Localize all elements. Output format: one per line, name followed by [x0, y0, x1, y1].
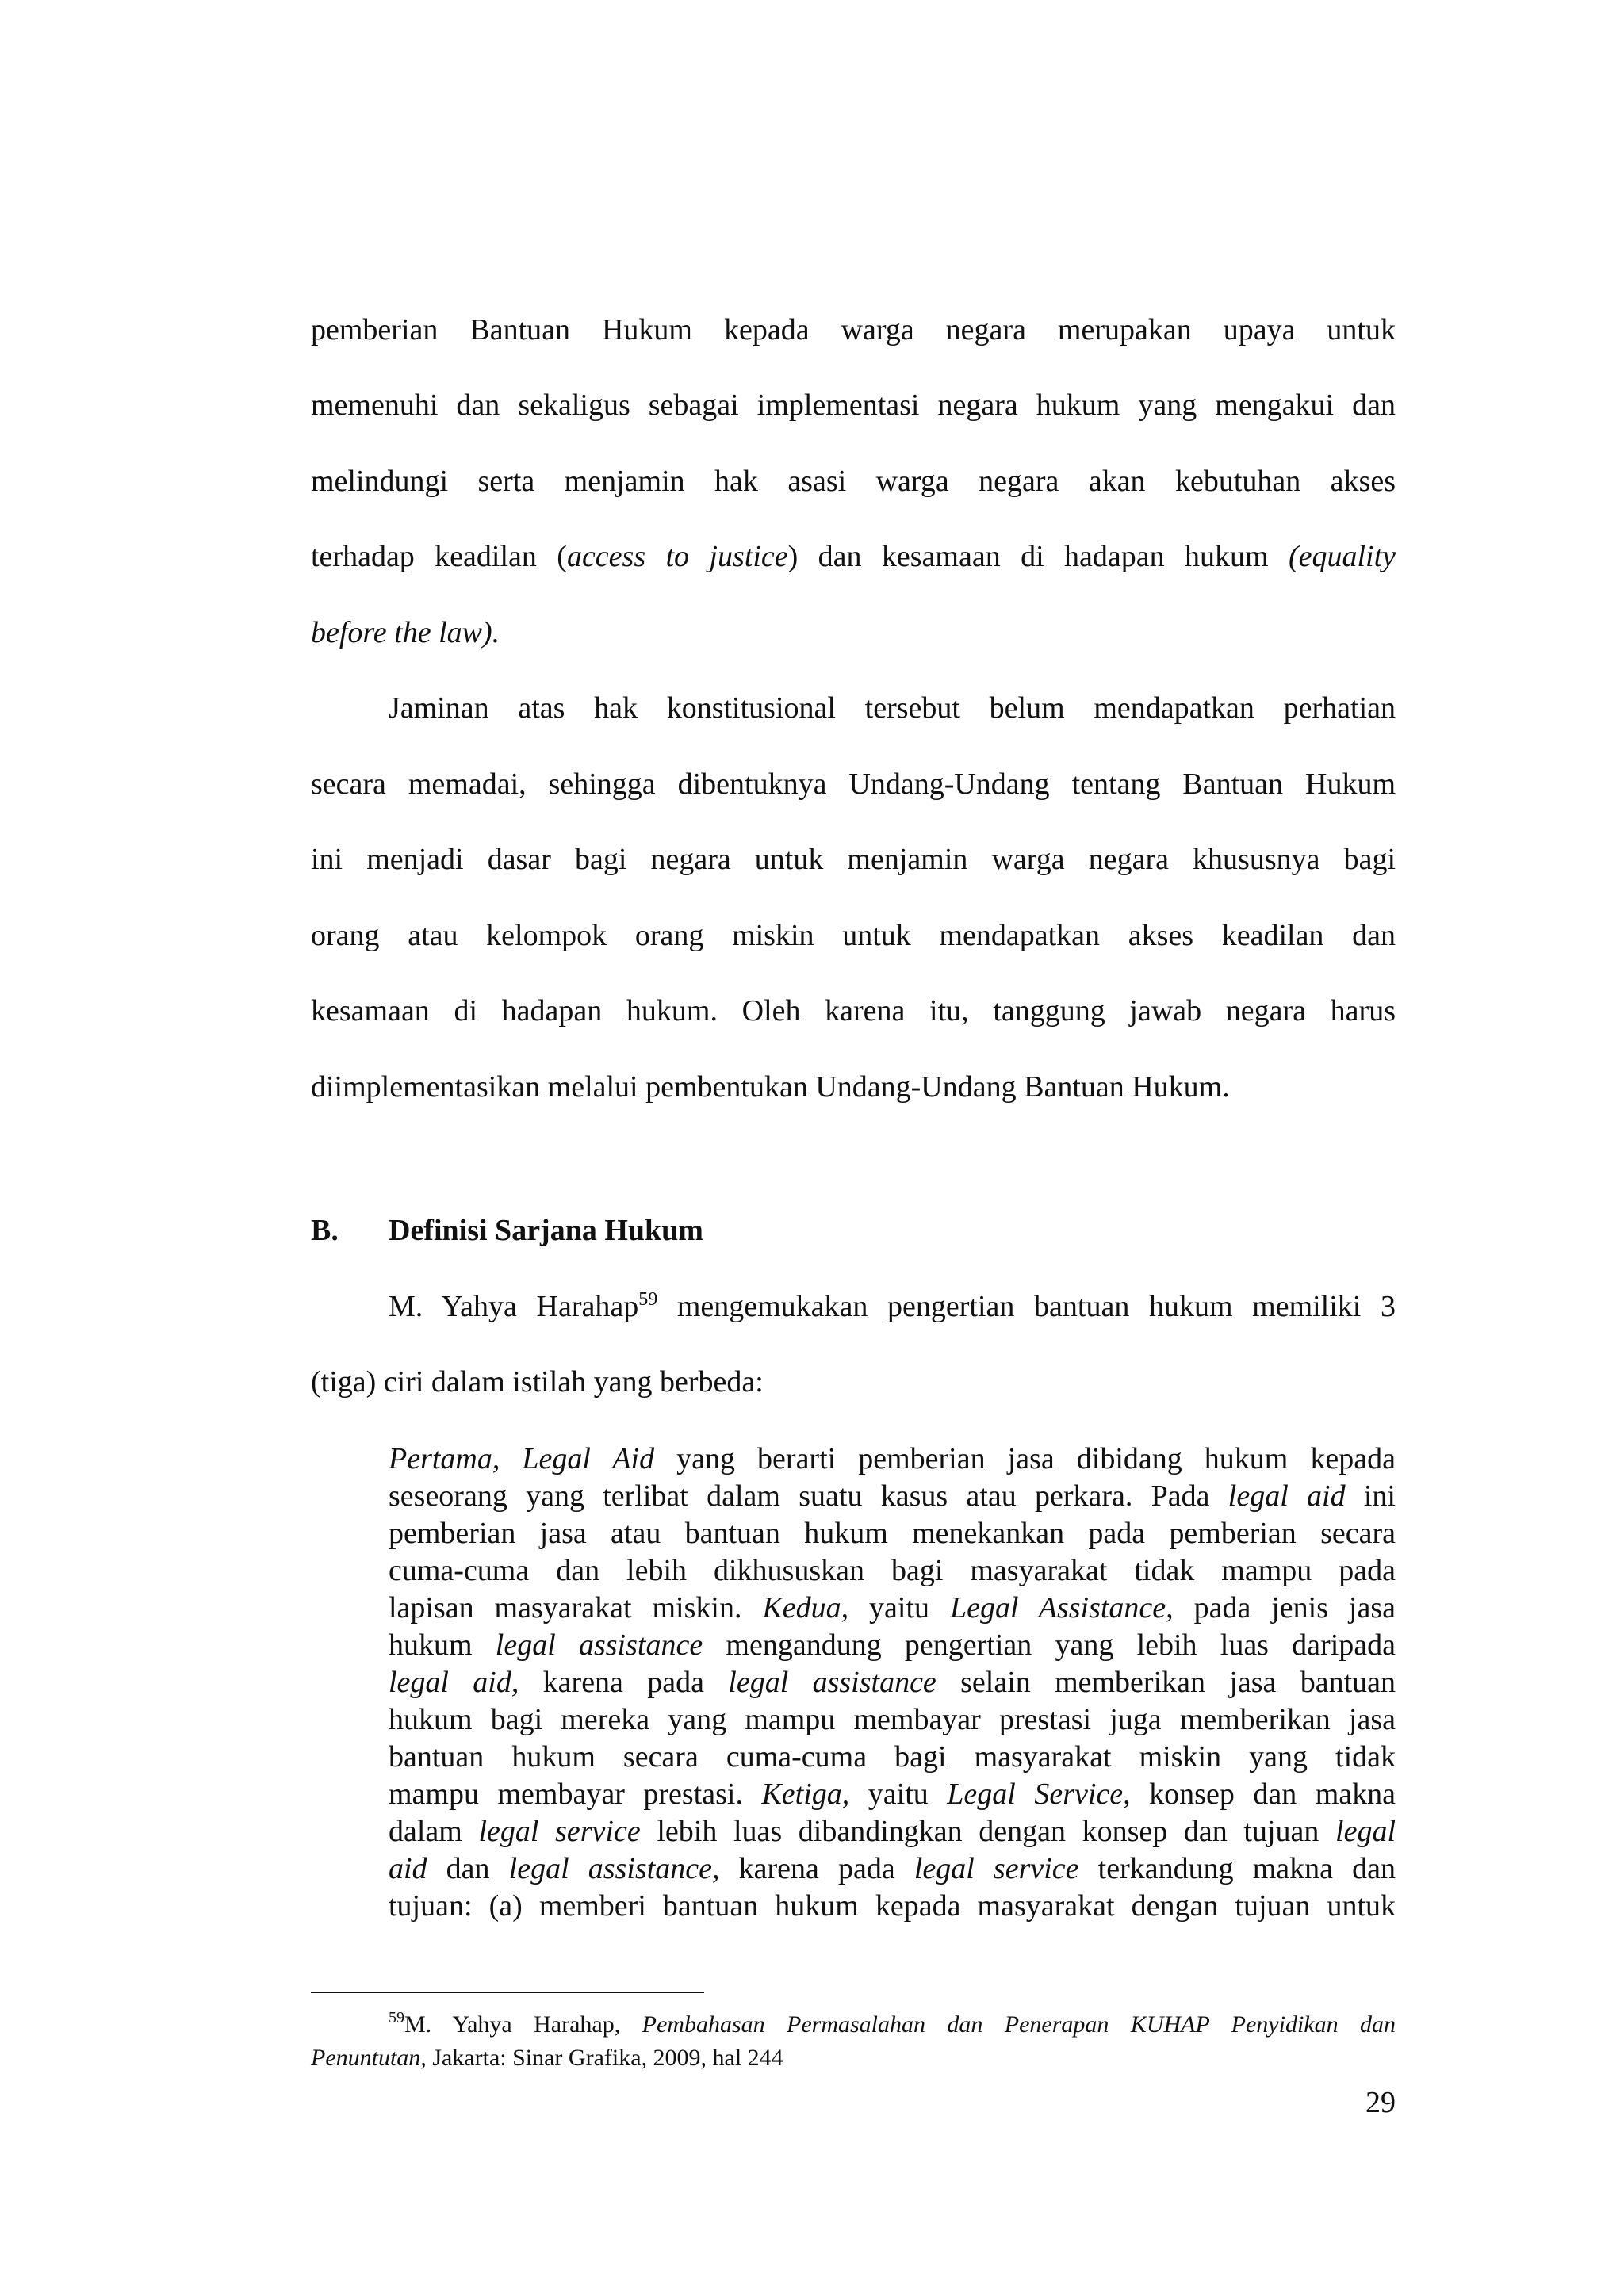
quote-line [389, 1777, 1396, 1812]
italic-term: Pertama, Legal Aid [389, 1442, 655, 1475]
quote-line [389, 1851, 1396, 1886]
text-line: Jaminan atas hak konstitusional tersebut belum mendapatkan perhatian [389, 691, 1396, 725]
text-run: M. Yahya Harahap [389, 1290, 639, 1323]
text-run: yang berarti pemberian jasa dibidang hukum kepada [654, 1442, 1396, 1475]
italic-term: Legal Assistance, [949, 1591, 1174, 1624]
text-run: konsep dan makna [1130, 1777, 1396, 1811]
text-line [311, 614, 1396, 652]
text-run: seseorang yang terlibat dalam suatu kasus atau perkara. Pada [389, 1479, 1228, 1513]
page-number: 29 [1365, 2086, 1396, 2119]
italic-title: Penuntutan, [311, 2045, 427, 2071]
text-run: yaitu [848, 1591, 950, 1624]
text-run: M. Yahya Harahap, [404, 2011, 642, 2038]
quote-line [389, 1590, 1396, 1625]
quote-line [389, 1628, 1396, 1663]
text-run: ini [1345, 1479, 1396, 1513]
text-run: lebih luas dibandingkan dengan konsep dan tujuan [640, 1815, 1336, 1848]
footnote-number: 59 [389, 2009, 404, 2026]
text-run: mampu membayar prestasi. [389, 1777, 762, 1811]
text-run: mengandung pengertian yang lebih luas daripada [703, 1628, 1396, 1662]
text-line: (tiga) ciri dalam istilah yang berbeda: [311, 1365, 764, 1399]
text-line [311, 538, 1396, 576]
text-run: ) dan kesamaan di hadapan hukum [787, 540, 1289, 573]
text-run: karena pada [519, 1666, 729, 1699]
italic-term: legal aid [1228, 1479, 1346, 1513]
footnote-line [311, 2043, 1396, 2073]
quote-line: tujuan: (a) memberi bantuan hukum kepada masyarakat dengan tujuan untuk [389, 1889, 1396, 1923]
quote-line: hukum bagi mereka yang mampu membayar prestasi juga memberikan jasa [389, 1703, 1396, 1736]
italic-term: Legal Service, [947, 1777, 1131, 1811]
text-line: secara memadai, sehingga dibentuknya Undang-Undang tentang Bantuan Hukum [311, 767, 1396, 801]
text-run: terkandung makna dan [1078, 1852, 1396, 1885]
quote-line: cuma-cuma dan lebih dikhususkan bagi masyarakat tidak mampu pada [389, 1554, 1396, 1587]
text-run: mengemukakan pengertian bantuan hukum memiliki 3 [657, 1290, 1396, 1323]
italic-term: legal [1335, 1815, 1396, 1848]
text-line: memenuhi dan sekaligus sebagai implementasi negara hukum yang mengakui dan [311, 388, 1396, 422]
text-run: selain memberikan jasa bantuan [936, 1666, 1396, 1699]
text-run: karena pada [719, 1852, 914, 1885]
quote-line [389, 1479, 1396, 1513]
italic-term: legal assistance [495, 1628, 703, 1662]
italic-term: access to justice [566, 540, 788, 573]
text-run: dalam [389, 1815, 479, 1848]
text-run: hukum [389, 1628, 496, 1662]
text-line: melindungi serta menjamin hak asasi warga negara akan kebutuhan akses [311, 465, 1396, 498]
italic-title: Pembahasan Permasalahan dan Penerapan KUHAP Penyidikan dan [642, 2011, 1396, 2038]
text-run: pada jenis jasa [1173, 1591, 1396, 1624]
section-heading [311, 1211, 703, 1249]
italic-term: legal aid, [389, 1666, 519, 1699]
italic-term: Ketiga, [761, 1777, 850, 1811]
footnote-line [311, 2010, 1396, 2040]
italic-term: aid [389, 1852, 427, 1885]
italic-term: before the law). [311, 616, 500, 649]
section-title: Definisi Sarjana Hukum [389, 1214, 703, 1247]
footnote-separator [311, 1992, 704, 1993]
italic-term: Kedua, [762, 1591, 849, 1624]
italic-term: legal assistance, [508, 1852, 720, 1885]
text-run: dan [427, 1852, 509, 1885]
text-run: Jakarta: Sinar Grafika, 2009, hal 244 [426, 2045, 783, 2071]
text-run: terhadap keadilan ( [311, 540, 567, 573]
quote-line [389, 1665, 1396, 1700]
italic-term: legal service [914, 1852, 1079, 1885]
text-line: orang atau kelompok orang miskin untuk mendapatkan akses keadilan dan [311, 919, 1396, 952]
quote-line: bantuan hukum secara cuma-cuma bagi masyarakat miskin yang tidak [389, 1740, 1396, 1774]
section-number: B. [311, 1214, 339, 1247]
italic-term: legal service [478, 1815, 641, 1848]
text-line: pemberian Bantuan Hukum kepada warga negara merupakan upaya untuk [311, 313, 1396, 346]
footnote-marker: 59 [638, 1289, 658, 1310]
text-run: lapisan masyarakat miskin. [389, 1591, 763, 1624]
text-line: diimplementasikan melalui pembentukan Undang-Undang Bantuan Hukum. [311, 1070, 1230, 1104]
text-line: ini menjadi dasar bagi negara untuk menjamin warga negara khususnya bagi [311, 843, 1396, 876]
text-line [311, 1288, 1396, 1326]
quote-line: pemberian jasa atau bantuan hukum menekankan pada pemberian secara [389, 1517, 1396, 1550]
quote-line [389, 1441, 1396, 1476]
quote-line [389, 1814, 1396, 1849]
text-line: kesamaan di hadapan hukum. Oleh karena itu, tanggung jawab negara harus [311, 994, 1396, 1027]
text-run: yaitu [849, 1777, 948, 1811]
italic-term: (equality [1288, 540, 1396, 573]
italic-term: legal assistance [728, 1666, 936, 1699]
